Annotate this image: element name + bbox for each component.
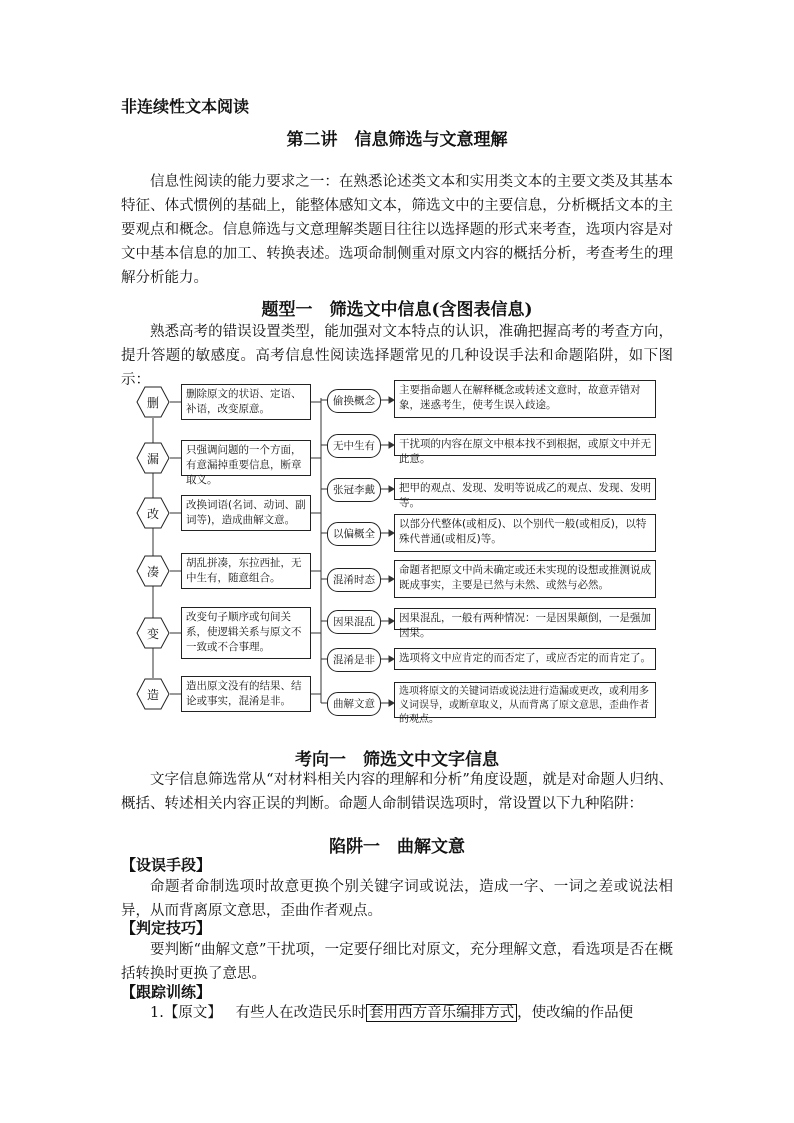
item-text-post: ，使改编的作品便 (517, 1005, 634, 1021)
item-tag: 【原文】 (163, 1005, 222, 1021)
method-paragraph: 命题者命制选项时故意更换个别关键字词或说法，造成一字、一词之差或说法相异，从而背离原文意思，歪曲作者观点。 (121, 879, 673, 919)
trap1-title: 陷阱一 曲解文意 (329, 837, 465, 857)
oval-misattribution: 张冠李戴 (327, 478, 381, 502)
oval-tense-confusion: 混淆时态 (327, 568, 381, 592)
oval-causal-confusion: 因果混乱 (327, 610, 381, 634)
item-text-pre: 有些人在改造民乐时 (235, 1005, 367, 1021)
hex-tag-change: 改 (136, 497, 170, 529)
type1-paragraph: 熟悉高考的错误设置类型，能加强对文本特点的认识，准确把握高考的考查方向，提升答题的敏感度。高考信息性阅读选择题常见的几种设误手法和命题陷阱，如下图示： (121, 324, 673, 388)
item-number: 1. (150, 1005, 164, 1021)
intro-paragraph: 信息性阅读的能力要求之一：在熟悉论述类文本和实用类文本的主要文类及其基本特征、体式惯例的基础上，能整体感知文本，筛选文中的主要信息，分析概括文本的主要观点和概念。信息筛选与文意理解类题目往往以选择题的形式来考查，选项内容是对文中基本信息的加工、转换表述。选项命制侧重对原文内容的概括分析，考查考生的理解分析能力。 (121, 174, 673, 286)
judge-label: 【判定技巧】 (121, 919, 212, 937)
hex-tag-alter: 变 (136, 617, 170, 649)
oval-misinterpret: 曲解文意 (327, 692, 381, 716)
left-box-delete: 删除原文的状语、定语、补语，改变原意。 (181, 384, 311, 420)
left-box-alter: 改变句子顺序或句间关系，使逻辑关系与原文不一致或不合事理。 (181, 607, 311, 659)
practice-item (150, 1003, 633, 1023)
right-box-right-wrong: 选项将文中应肯定的而否定了，或应否定的而肯定了。 (394, 648, 656, 670)
item-boxed-phrase: 套用西方音乐编排方式 (366, 1004, 517, 1022)
right-box-fabricated: 干扰项的内容在原文中根本找不到根据，或原文中并无此意。 (394, 434, 656, 456)
section-label: 非连续性文本阅读 (121, 97, 250, 116)
method-label: 【设误手段】 (121, 856, 212, 874)
lecture-title: 第二讲 信息筛选与文意理解 (286, 130, 508, 150)
right-box-tense-confusion: 命题者把原文中尚未确定或还未实现的设想或推测说成既成事实，主要是已然与未然、或然与必然。 (394, 560, 656, 598)
right-box-misinterpret: 选项将原文的关键词语或说法进行造漏或更改，或利用多义词误导，或断章取义，从而背离了原文意思，歪曲作者的观点。 (394, 682, 656, 718)
right-box-overgeneralize: 以部分代整体(或相反)、以个别代一般(或相反)，以特殊代普通(或相反)等。 (394, 514, 656, 552)
judge-paragraph: 要判断“曲解文意”干扰项，一定要仔细比对原文，充分理解文意，看选项是否在概括转换时更换了意思。 (121, 942, 673, 982)
direction1-title: 考向一 筛选文中文字信息 (295, 750, 499, 770)
direction1-paragraph: 文字信息筛选常从“对材料相关内容的理解和分析”角度设题，就是对命题人归纳、概括、转述相关内容正误的判断。命题人命制错误选项时，常设置以下九种陷阱： (121, 772, 673, 812)
left-box-fabricate: 造出原文没有的结果、结论或事实，混淆是非。 (181, 676, 311, 712)
right-box-causal-confusion: 因果混乱，一般有两种情况：一是因果颠倒，一是强加因果。 (394, 608, 656, 630)
trap-diagram (121, 378, 661, 725)
left-box-omit: 只强调问题的一个方面，有意漏掉重要信息，断章取义。 (181, 440, 311, 476)
practice-label: 【跟踪训练】 (121, 983, 212, 1001)
left-box-change: 改换词语(名词、动词、副词等)，造成曲解文意。 (181, 495, 311, 531)
left-box-patch: 胡乱拼凑，东拉西扯，无中生有，随意组合。 (181, 553, 311, 589)
hex-tag-delete: 删 (136, 386, 170, 418)
hex-tag-fabricate: 造 (136, 678, 170, 710)
hex-tag-omit: 漏 (136, 442, 170, 474)
right-box-concept-swap: 主要指命题人在解释概念或转述文意时，故意弄错对象，迷惑考生，使考生误入歧途。 (394, 380, 656, 418)
oval-fabricated: 无中生有 (327, 434, 381, 458)
hex-tag-patch: 凑 (136, 555, 170, 587)
oval-concept-swap: 偷换概念 (327, 389, 381, 413)
oval-overgeneralize: 以偏概全 (327, 522, 381, 546)
oval-right-wrong: 混淆是非 (327, 648, 381, 672)
right-box-misattribution: 把甲的观点、发现、发明等说成乙的观点、发现、发明等。 (394, 478, 656, 500)
type1-title: 题型一 筛选文中信息(含图表信息) (261, 300, 533, 320)
